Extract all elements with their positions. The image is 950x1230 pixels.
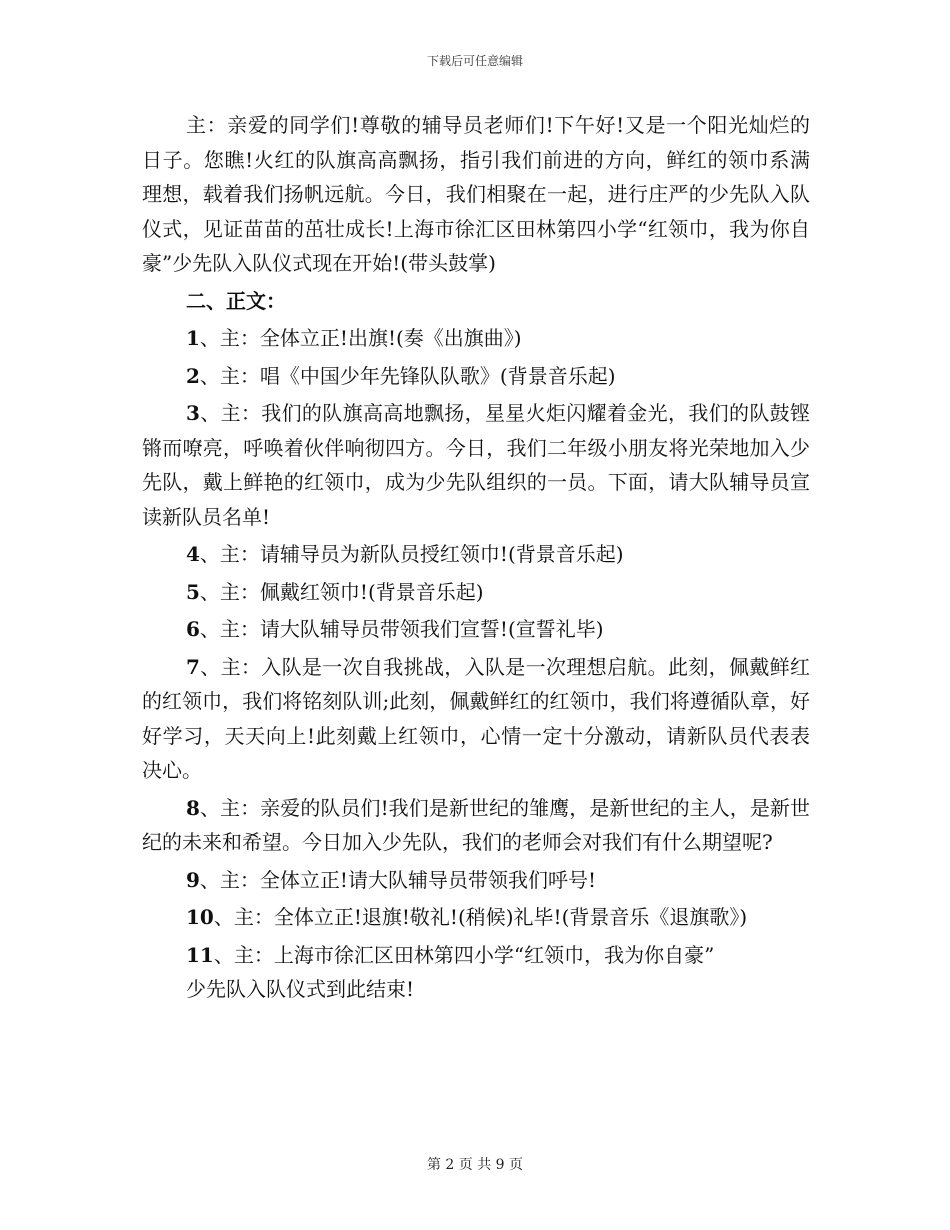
intro-paragraph: 主：亲爱的同学们!尊敬的辅导员老师们!下午好!又是一个阳光灿烂的日子。您瞧!火红的队旗高高飘扬，指引我们前进的方向，鲜红的领巾系满理想，载着我们扬帆远航。今日，我们相聚在一起，进行庄严的少先队入队仪式，见证苗苗的茁壮成长!上海市徐汇区田林第四小学“红领巾，我为你自豪”少先队入队仪式现在开始!(带头鼓掌)	[142, 113, 810, 275]
item-text: 、主：请大队辅导员带领我们宣誓!(宣誓礼毕)	[199, 617, 604, 641]
item-text: 、主：佩戴红领巾!(背景音乐起)	[199, 579, 484, 604]
document-body	[142, 108, 810, 1010]
item-text: 、主：亲爱的队员们!我们是新世纪的雏鹰，是新世纪的主人，是新世纪的未来和希望。今日加入少先队，我们的老师会对我们有什么期望呢?	[142, 795, 810, 854]
list-item	[142, 791, 810, 860]
list-item	[142, 575, 810, 610]
item-number: 9	[186, 867, 200, 892]
item-text: 、主：我们的队旗高高地飘扬，星星火炬闪耀着金光，我们的队鼓铿锵而嘹亮，呼唤着伙伴响彻四方。今日，我们二年级小朋友将光荣地加入少先队，戴上鲜艳的红领巾，成为少先队组织的一员。下面，请大队辅导员宣读新队员名单!	[142, 401, 810, 529]
list-item	[142, 359, 810, 394]
item-number: 5	[186, 579, 200, 604]
page-header: 下载后可任意编辑	[426, 54, 523, 68]
list-item-last	[142, 938, 810, 1007]
item-text-continuation: 少先队入队仪式到此结束!	[186, 977, 415, 1001]
item-text: 、主：上海市徐汇区田林第四小学“红领巾，我为你自豪”	[213, 942, 715, 967]
item-number: 4	[186, 542, 200, 566]
item-number: 7	[186, 654, 200, 679]
item-number: 2	[186, 363, 200, 388]
item-text: 、主：全体立正!退旗!敬礼!(稍候)礼毕!(背景音乐《退旗歌》)	[213, 905, 748, 929]
item-number: 3	[186, 401, 200, 425]
item-number: 8	[186, 795, 200, 820]
item-number: 10	[186, 905, 214, 929]
list-item	[142, 396, 810, 534]
list-item	[142, 537, 810, 572]
item-text: 、主：请辅导员为新队员授红领巾!(背景音乐起)	[199, 542, 624, 566]
section-heading: 二、正文：	[186, 288, 286, 313]
page-footer: 第 2 页 共 9 页	[426, 1157, 524, 1173]
list-item	[142, 612, 810, 647]
item-number: 1	[186, 326, 200, 350]
list-item	[142, 863, 810, 898]
item-text: 、主：唱《中国少年先锋队队歌》(背景音乐起)	[199, 363, 616, 388]
item-number: 6	[186, 617, 200, 641]
item-text: 、主：全体立正!出旗!(奏《出旗曲》)	[199, 326, 522, 350]
list-item	[142, 321, 810, 356]
item-text: 、主：全体立正!请大队辅导员带领我们呼号!	[199, 867, 596, 892]
list-item	[142, 650, 810, 788]
item-number: 11	[186, 942, 214, 967]
item-text: 、主：入队是一次自我挑战，入队是一次理想启航。此刻，佩戴鲜红的红领巾，我们将铭刻队训;此刻，佩戴鲜红的红领巾，我们将遵循队章，好好学习，天天向上!此刻戴上红领巾，心情一定十分激动，请新队员代表表决心。	[142, 654, 810, 782]
list-item	[142, 900, 810, 935]
